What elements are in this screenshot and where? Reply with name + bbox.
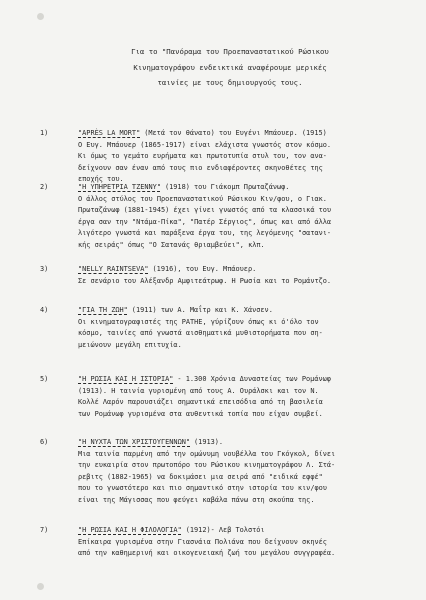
film-title: "APRÈS LA MORT": [78, 129, 141, 137]
intro-line: Κινηματογράφου ενδεικτικά αναφέρουμε μερικές: [133, 62, 327, 72]
film-entry-2: [40, 182, 422, 252]
film-description: Ο άλλος στύλος του Προεπαναστατικού Ρώσικου Κιν/φου, ο Γιακ. Πρωταζάνωφ (1881-1945) έχει γίνει γνωστός από τα κλασσικά του έργα σαν την "Ντάμα-Πίκα", "Πατέρ Σέργιος", όπως και από άλλα λιγότερο γνωστά και παράξενα έργα του, της λεγόμενης "σατανι- κής σειράς" όπως "Ο Σατανάς θριαμβεύει", κλπ.: [78, 194, 332, 249]
intro-paragraph: [70, 44, 390, 91]
film-credit: (1913).: [194, 438, 224, 446]
film-title: "Η ΡΩΣΙΑ ΚΑΙ Η ΦΙΛΟΛΟΓΙΑ": [78, 526, 182, 534]
entry-number: 7): [40, 526, 49, 534]
film-entry-1: [40, 128, 422, 186]
intro-line: Για το "Πανόραμα του Προεπαναστατικού Ρώσικου: [131, 47, 329, 56]
film-credit: (1916), του Ευγ. Μπάουερ.: [152, 265, 257, 273]
film-entry-3: [40, 264, 422, 287]
film-description: Σε σενάριο του Αλέξανδρ Αμφιτεάτρωφ. Η Ρωσία και το Ρομάντζο.: [78, 276, 332, 285]
intro-line: ταινίες με τους δημιουργούς τους.: [157, 78, 303, 87]
entry-number: 5): [40, 375, 49, 383]
film-entry-4: [40, 305, 422, 351]
film-title: "Η ΡΩΣΙΑ ΚΑΙ Η ΙΣΤΟΡΙΑ": [78, 375, 174, 383]
film-credit: - 1.300 Χρόνια Δυναστείας των Ρομάνωφ: [177, 375, 331, 383]
film-credit: (Μετά τον θάνατο) του Ευγένι Μπάουερ. (1915): [144, 129, 327, 137]
film-entry-5: [40, 374, 422, 420]
film-title: "Η ΝΥΧΤΑ ΤΩΝ ΧΡΙΣΤΟΥΓΕΝΝΩΝ": [78, 438, 191, 446]
film-description: Ο Ευγ. Μπάουερ (1865-1917) είναι ελάχιστα γνωστός στον κόσμο. Κι όμως το γεμάτο ευρήματα και πρωτοτυπία στυλ του, τον ανα- δείχνουν σαν έναν από τους πιο ενδιαφέροντες σκηνοθέτες της εποχής του.: [78, 140, 332, 184]
entry-number: 1): [40, 129, 49, 137]
punch-hole: [37, 13, 44, 20]
film-entry-6: [40, 437, 422, 507]
film-description: Μια ταινία παρμένη από την ομώνυμη νουβέλλα του Γκόγκολ, δίνει την ευκαιρία στον πρωτοπόρο του Ρώσικου κινηματογράφου Λ. Στά- ρεβιτς (1882-1965) να δοκιμάσει μια σειρά από "ειδικά εφφέ" που το γνωστότερο και πιο σημαντικό στην ιστορία του κιν/φου είναι της Μάγισσας που φεύγει καβάλα πάνω στη σκούπα της.: [78, 449, 336, 504]
entry-number: 4): [40, 306, 49, 314]
film-title: "Η ΥΠΗΡΕΤΡΙΑ ΤΖΕΝΝΥ": [78, 183, 161, 191]
film-credit: (1911) των Α. Μαΐτρ και Κ. Χάνσεν.: [131, 306, 273, 314]
film-description: (1913). Η ταινία γυρισμένη από τους Α. Ουράλσκι και τον Ν. Κολλέ Λαρόν παρουσιάζει σημαντικά επεισόδια από τη βασιλεία των Ρομάνωφ γυρισμένα στα αυθεντικά τοπία που είχαν συμβεί.: [78, 386, 323, 418]
punch-hole: [37, 583, 44, 590]
film-description: Οι κινηματογραφιστές της PATHE, γύρίζουν όπως κι ό'όλο τον κόσμο, ταινίες από γνωστά αισθηματικά μυθιστορήματα που ση- μειώνουν μεγάλη επιτυχία.: [78, 317, 323, 349]
film-title: "ΓΙΑ ΤΗ ΖΩΗ": [78, 306, 128, 314]
film-title: "NELLY RAINTSEVA": [78, 265, 149, 273]
film-entry-7: [40, 525, 422, 560]
entry-number: 3): [40, 265, 49, 273]
entry-number: 2): [40, 183, 49, 191]
film-credit: (1918) του Γιάκομπ Πρωταζάνωφ.: [164, 183, 290, 191]
film-credit: (1912)- Λεβ Τολστόι: [185, 526, 265, 534]
film-description: Επίκαιρα γυρισμένα στην Γιασνάια Πολιάνα που δείχνουν σκηνές από την καθημερινή και οικογενειακή ζωή του μεγάλου συγγραφέα.: [78, 537, 336, 558]
entry-number: 6): [40, 438, 49, 446]
